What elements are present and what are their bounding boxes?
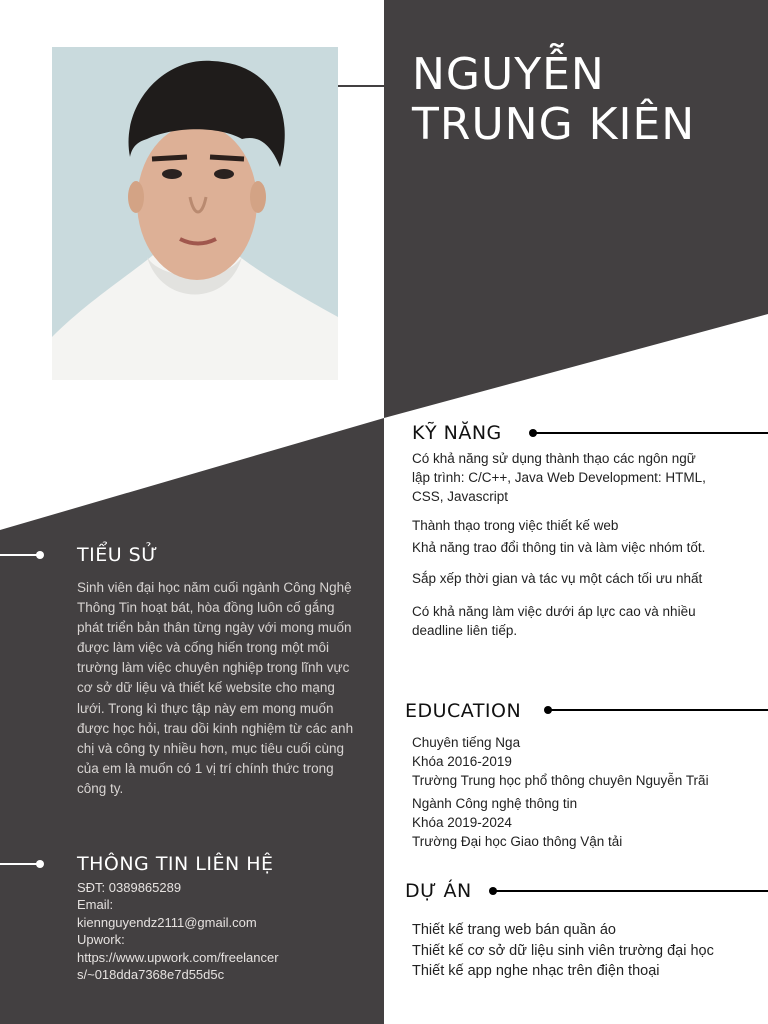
full-name (412, 50, 695, 150)
bio-title: TIỂU SỬ (77, 544, 159, 566)
education-school: Trường Trung học phổ thông chuyên Nguyễn Trãi (412, 773, 709, 788)
skills-title-dot (529, 429, 537, 437)
education-title-dot (544, 706, 552, 714)
education-major: Chuyên tiếng Nga (412, 735, 521, 750)
contact-info (77, 879, 367, 983)
project-item: Thiết kế cơ sở dữ liệu sinh viên trường đại học (412, 942, 714, 959)
education-entry (412, 794, 712, 851)
projects-title-dot (489, 887, 497, 895)
education-school: Trường Đại học Giao thông Vận tải (412, 834, 623, 849)
full-name-line-2: TRUNG KIÊN (412, 99, 696, 150)
projects-title: DỰ ÁN (405, 880, 472, 902)
project-item: Thiết kế trang web bán quần áo (412, 922, 616, 938)
skill-item: Có khả năng làm việc dưới áp lực cao và nhiều deadline liên tiếp. (412, 604, 696, 638)
contact-upwork-url-line-2: s/~018dda7368e7d55d5c (77, 967, 225, 983)
skill-item: Khả năng trao đổi thông tin và làm việc nhóm tốt. (412, 540, 706, 555)
education-entry (412, 733, 712, 790)
bio-title-dot (36, 551, 44, 559)
contact-title-dot (36, 860, 44, 868)
projects-list (412, 920, 714, 982)
education-major: Ngành Công nghệ thông tin (412, 796, 578, 811)
contact-phone: SĐT: 0389865289 (77, 880, 182, 895)
bio-text: Sinh viên đại học năm cuối ngành Công Nghệ Thông Tin hoạt bát, hòa đồng luôn cố gắng phát triển bản thân từng ngày với mong muốn được làm việc và cống hiến trong một môi trường làm việc chuyên nghiệp trong lĩnh vực cơ sở dữ liệu và thiết kế website cho mạng lưới. Trong kì thực tập này em mong muốn được học hỏi, trau dồi kinh nghiệm từ các anh chị và công ty nhiều hơn, mục tiêu cuối cùng của em là muốn có 1 vị trí chính thức trong công ty. (77, 580, 354, 796)
education-years: Khóa 2019-2024 (412, 815, 512, 830)
contact-title: THÔNG TIN LIÊN HỆ (77, 853, 274, 875)
skills-title: KỸ NĂNG (412, 422, 502, 444)
contact-email-label: Email: (77, 897, 114, 913)
profile-photo (52, 47, 338, 380)
portrait-photo-icon (52, 47, 338, 380)
skill-item: Sắp xếp thời gian và tác vụ một cách tối ưu nhất (412, 571, 703, 586)
skill-item: Thành thạo trong việc thiết kế web (412, 518, 619, 533)
education-years: Khóa 2016-2019 (412, 754, 512, 769)
skill-item: Có khả năng sử dụng thành thạo các ngôn ngữ lập trình: C/C++, Java Web Development: HTML, CSS, Javascript (412, 451, 706, 504)
contact-upwork-url-line-1: https://www.upwork.com/freelancer (77, 949, 279, 965)
project-item: Thiết kế app nghe nhạc trên điện thoại (412, 963, 660, 979)
skills-list (412, 449, 712, 640)
education-title: EDUCATION (405, 700, 522, 722)
full-name-line-1: NGUYỄN (412, 49, 605, 100)
contact-upwork-label: Upwork: (77, 932, 125, 948)
contact-email-value: kiennguyendz2111@gmail.com (77, 914, 257, 930)
education-list (412, 733, 712, 851)
